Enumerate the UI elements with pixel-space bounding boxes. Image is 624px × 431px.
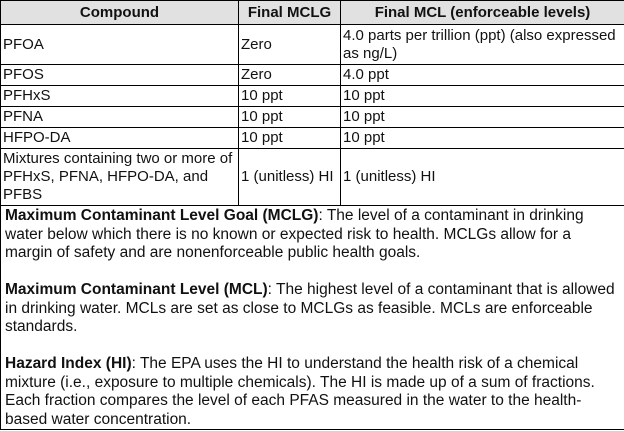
cell-mcl: 4.0 parts per trillion (ppt) (also expressed as ng/L) (341, 25, 624, 65)
cell-mclg: 10 ppt (239, 128, 341, 149)
definition-term: Maximum Contaminant Level Goal (MCLG) (5, 207, 319, 224)
cell-mcl: 10 ppt (341, 86, 624, 107)
cell-compound: PFOA (1, 25, 239, 65)
table-row (1, 149, 624, 206)
definition-term: Maximum Contaminant Level (MCL) (5, 281, 268, 298)
definitions-box (0, 205, 624, 430)
cell-compound: PFNA (1, 107, 239, 128)
definition-hi (5, 355, 621, 429)
table-row (1, 107, 624, 128)
cell-compound: PFOS (1, 65, 239, 86)
cell-compound: Mixtures containing two or more of PFHxS, PFNA, HFPO-DA, and PFBS (1, 149, 239, 206)
cell-mclg: 10 ppt (239, 86, 341, 107)
header-compound: Compound (1, 1, 239, 25)
definition-text: : The EPA uses the HI to understand the health risk of a chemical mixture (i.e., exposure to multiple chemicals). The HI is made up of a sum of fractions. Each fraction compares the level of each PFAS measured in the water to the health-based water concentration. (5, 355, 595, 428)
header-final-mcl: Final MCL (enforceable levels) (341, 1, 624, 25)
table-row (1, 128, 624, 149)
cell-mclg: Zero (239, 25, 341, 65)
table-row (1, 86, 624, 107)
cell-mclg: 10 ppt (239, 107, 341, 128)
cell-mclg: Zero (239, 65, 341, 86)
definition-mclg (5, 207, 621, 263)
definition-text: : The level of a contaminant in drinking water below which there is no known or expected risk to health. MCLGs allow for a margin of safety and are nonenforceable public health goals. (5, 207, 584, 261)
cell-mcl: 1 (unitless) HI (341, 149, 624, 206)
header-final-mclg: Final MCLG (239, 1, 341, 25)
table-header-row (1, 1, 624, 25)
definition-text: : The highest level of a contaminant that is allowed in drinking water. MCLs are set as close to MCLGs as feasible. MCLs are enforceable standards. (5, 281, 615, 335)
pfas-standards-table (0, 0, 624, 206)
definition-mcl (5, 281, 621, 337)
cell-compound: HFPO-DA (1, 128, 239, 149)
table-row (1, 25, 624, 65)
cell-mclg: 1 (unitless) HI (239, 149, 341, 206)
cell-mcl: 10 ppt (341, 128, 624, 149)
definition-term: Hazard Index (HI) (5, 355, 132, 372)
cell-compound: PFHxS (1, 86, 239, 107)
table-row (1, 65, 624, 86)
cell-mcl: 4.0 ppt (341, 65, 624, 86)
cell-mcl: 10 ppt (341, 107, 624, 128)
